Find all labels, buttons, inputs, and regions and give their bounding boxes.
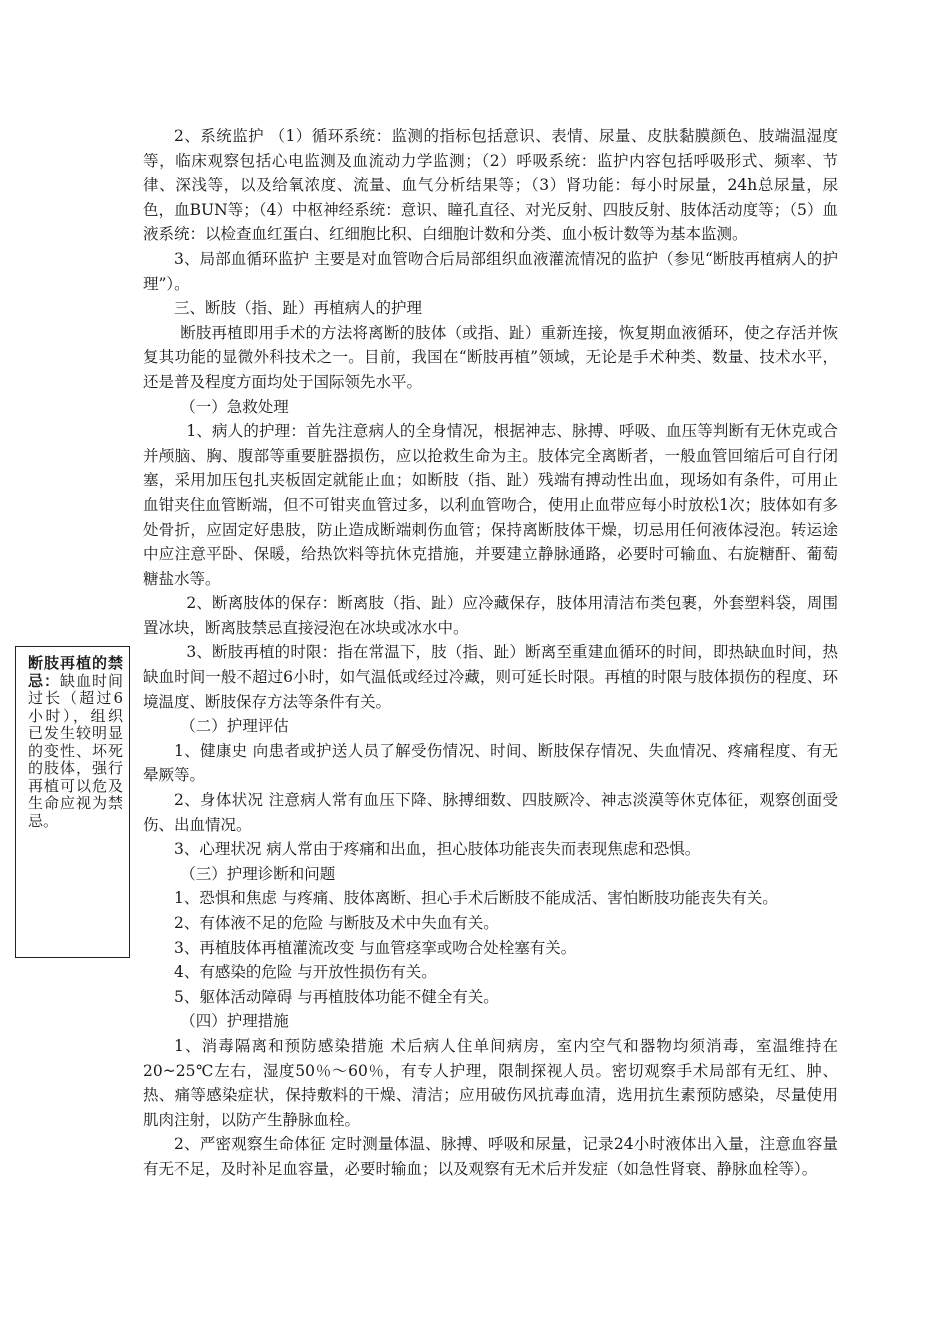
subheading-first-aid: （一）急救处理 — [180, 397, 289, 416]
paragraph-patient-care: 1、病人的护理：首先注意病人的全身情况，根据神志、脉搏、呼吸、血压等判断有无休克或合并颅脑、胸、腹部等重要脏器损伤，应以抢救生命为主。肢体完全离断者，一般血管回缩后可自行闭塞，采用加压包扎夹板固定就能止血；如断肢（指、趾）残端有搏动性出血，现场如有条件，可用止血钳夹住血管断端，但不可钳夹血管过多，以利血管吻合，使用止血带应每小时放松1次；肢体如有多处骨折，应固定好患肢，防止造成断端刺伤血管；保持离断肢体干燥，切忌用任何液体浸泡。转运途中应注意平卧、保暖，给热饮料等抗休克措施，并要建立静脉通路，必要时可输血、右旋糖酐、葡萄糖盐水等。 — [143, 422, 838, 588]
document-body — [143, 124, 838, 1182]
paragraph-time-limit: 3、断肢再植的时限：指在常温下，肢（指、趾）断离至重建血循环的时间，即热缺血时间，热缺血时间一般不超过6小时，如气温低或经过冷藏，则可延长时限。再植的时限与肢体损伤的程度、环境温度、断肢保存方法等条件有关。 — [143, 643, 838, 711]
paragraph-psychological-status: 3、心理状况 病人常由于疼痛和出血，担心肢体功能丧失而表现焦虑和恐惧。 — [174, 840, 701, 859]
list-item-diagnosis-3: 3、再植肢体再植灌流改变 与血管痉挛或吻合处栓塞有关。 — [174, 938, 577, 957]
paragraph-vital-signs: 2、严密观察生命体征 定时测量体温、脉搏、呼吸和尿量，记录24小时液体出入量，注意血容量有无不足，及时补足血容量，必要时输血；以及观察有无术后并发症（如急性肾衰、静脉血栓等）。 — [143, 1135, 838, 1178]
paragraph-disinfection: 1、消毒隔离和预防感染措施 术后病人住单间病房，室内空气和器物均须消毒，室温维持在20~25℃左右，湿度50％～60％，有专人护理，限制探视人员。密切观察手术局部有无红、肿、热、痛等感染症状，保持敷料的干燥、清洁；应用破伤风抗毒血清，选用抗生素预防感染，尽量使用肌肉注射，以防产生静脉血栓。 — [143, 1036, 838, 1129]
subheading-nursing-measures: （四）护理措施 — [180, 1012, 289, 1031]
paragraph-local-circulation: 3、局部血循环监护 主要是对血管吻合后局部组织血液灌流情况的监护（参见“断肢再植病人的护理”）。 — [143, 249, 838, 293]
paragraph-replantation-intro: 断肢再植即用手术的方法将离断的肢体（或指、趾）重新连接，恢复期血液循环，使之存活并恢复其功能的显微外科技术之一。目前，我国在“断肢再植”领域，无论是手术种类、数量、技术水平，还是普及程度方面均处于国际领先水平。 — [143, 323, 838, 391]
paragraph-physical-status: 2、身体状况 注意病人常有血压下降、脉搏细数、四肢厥冷、神志淡漠等休克体征，观察创面受伤、出血情况。 — [143, 791, 838, 834]
section-heading-replantation-care: 三、断肢（指、趾）再植病人的护理 — [174, 299, 423, 318]
sidebar-note-text: 缺血时间过长（超过6小时），组织已发生较明显的变性、坏死的肢体，强行再植可以危及生命应视为禁忌。 — [28, 671, 123, 830]
list-item-diagnosis-1: 1、恐惧和焦虑 与疼痛、肢体离断、担心手术后断肢不能成活、害怕断肢功能丧失有关。 — [174, 889, 778, 908]
paragraph-health-history: 1、健康史 向患者或护送人员了解受伤情况、时间、断肢保存情况、失血情况、疼痛程度、有无晕厥等。 — [143, 741, 838, 785]
list-item-diagnosis-5: 5、躯体活动障碍 与再植肢体功能不健全有关。 — [174, 987, 499, 1006]
sidebar-note-box — [15, 646, 130, 958]
subheading-nursing-diagnosis: （三）护理诊断和问题 — [180, 864, 336, 883]
sidebar-note-lead: 断肢再植的禁忌： — [28, 654, 123, 690]
subheading-nursing-assessment: （二）护理评估 — [180, 717, 289, 736]
list-item-diagnosis-4: 4、有感染的危险 与开放性损伤有关。 — [174, 963, 437, 982]
paragraph-limb-preservation: 2、断离肢体的保存：断离肢（指、趾）应冷藏保存，肢体用清洁布类包裹，外套塑料袋，周围置冰块，断离肢禁忌直接浸泡在冰块或冰水中。 — [143, 594, 838, 637]
paragraph-system-monitoring: 2、系统监护 （1）循环系统：监测的指标包括意识、表情、尿量、皮肤黏膜颜色、肢端温湿度等，临床观察包括心电监测及血流动力学监测；（2）呼吸系统：监护内容包括呼吸形式、频率、节律、深浅等，以及给氧浓度、流量、血气分析结果等；（3）肾功能：每小时尿量，24h总尿量，尿色，血BUN等；（4）中枢神经系统：意识、瞳孔直径、对光反射、四肢反射、肢体活动度等；（5）血液系统：以检查血红蛋白、红细胞比积、白细胞计数和分类、血小板计数等为基本监测。 — [143, 127, 838, 244]
list-item-diagnosis-2: 2、有体液不足的危险 与断肢及术中失血有关。 — [174, 914, 499, 932]
